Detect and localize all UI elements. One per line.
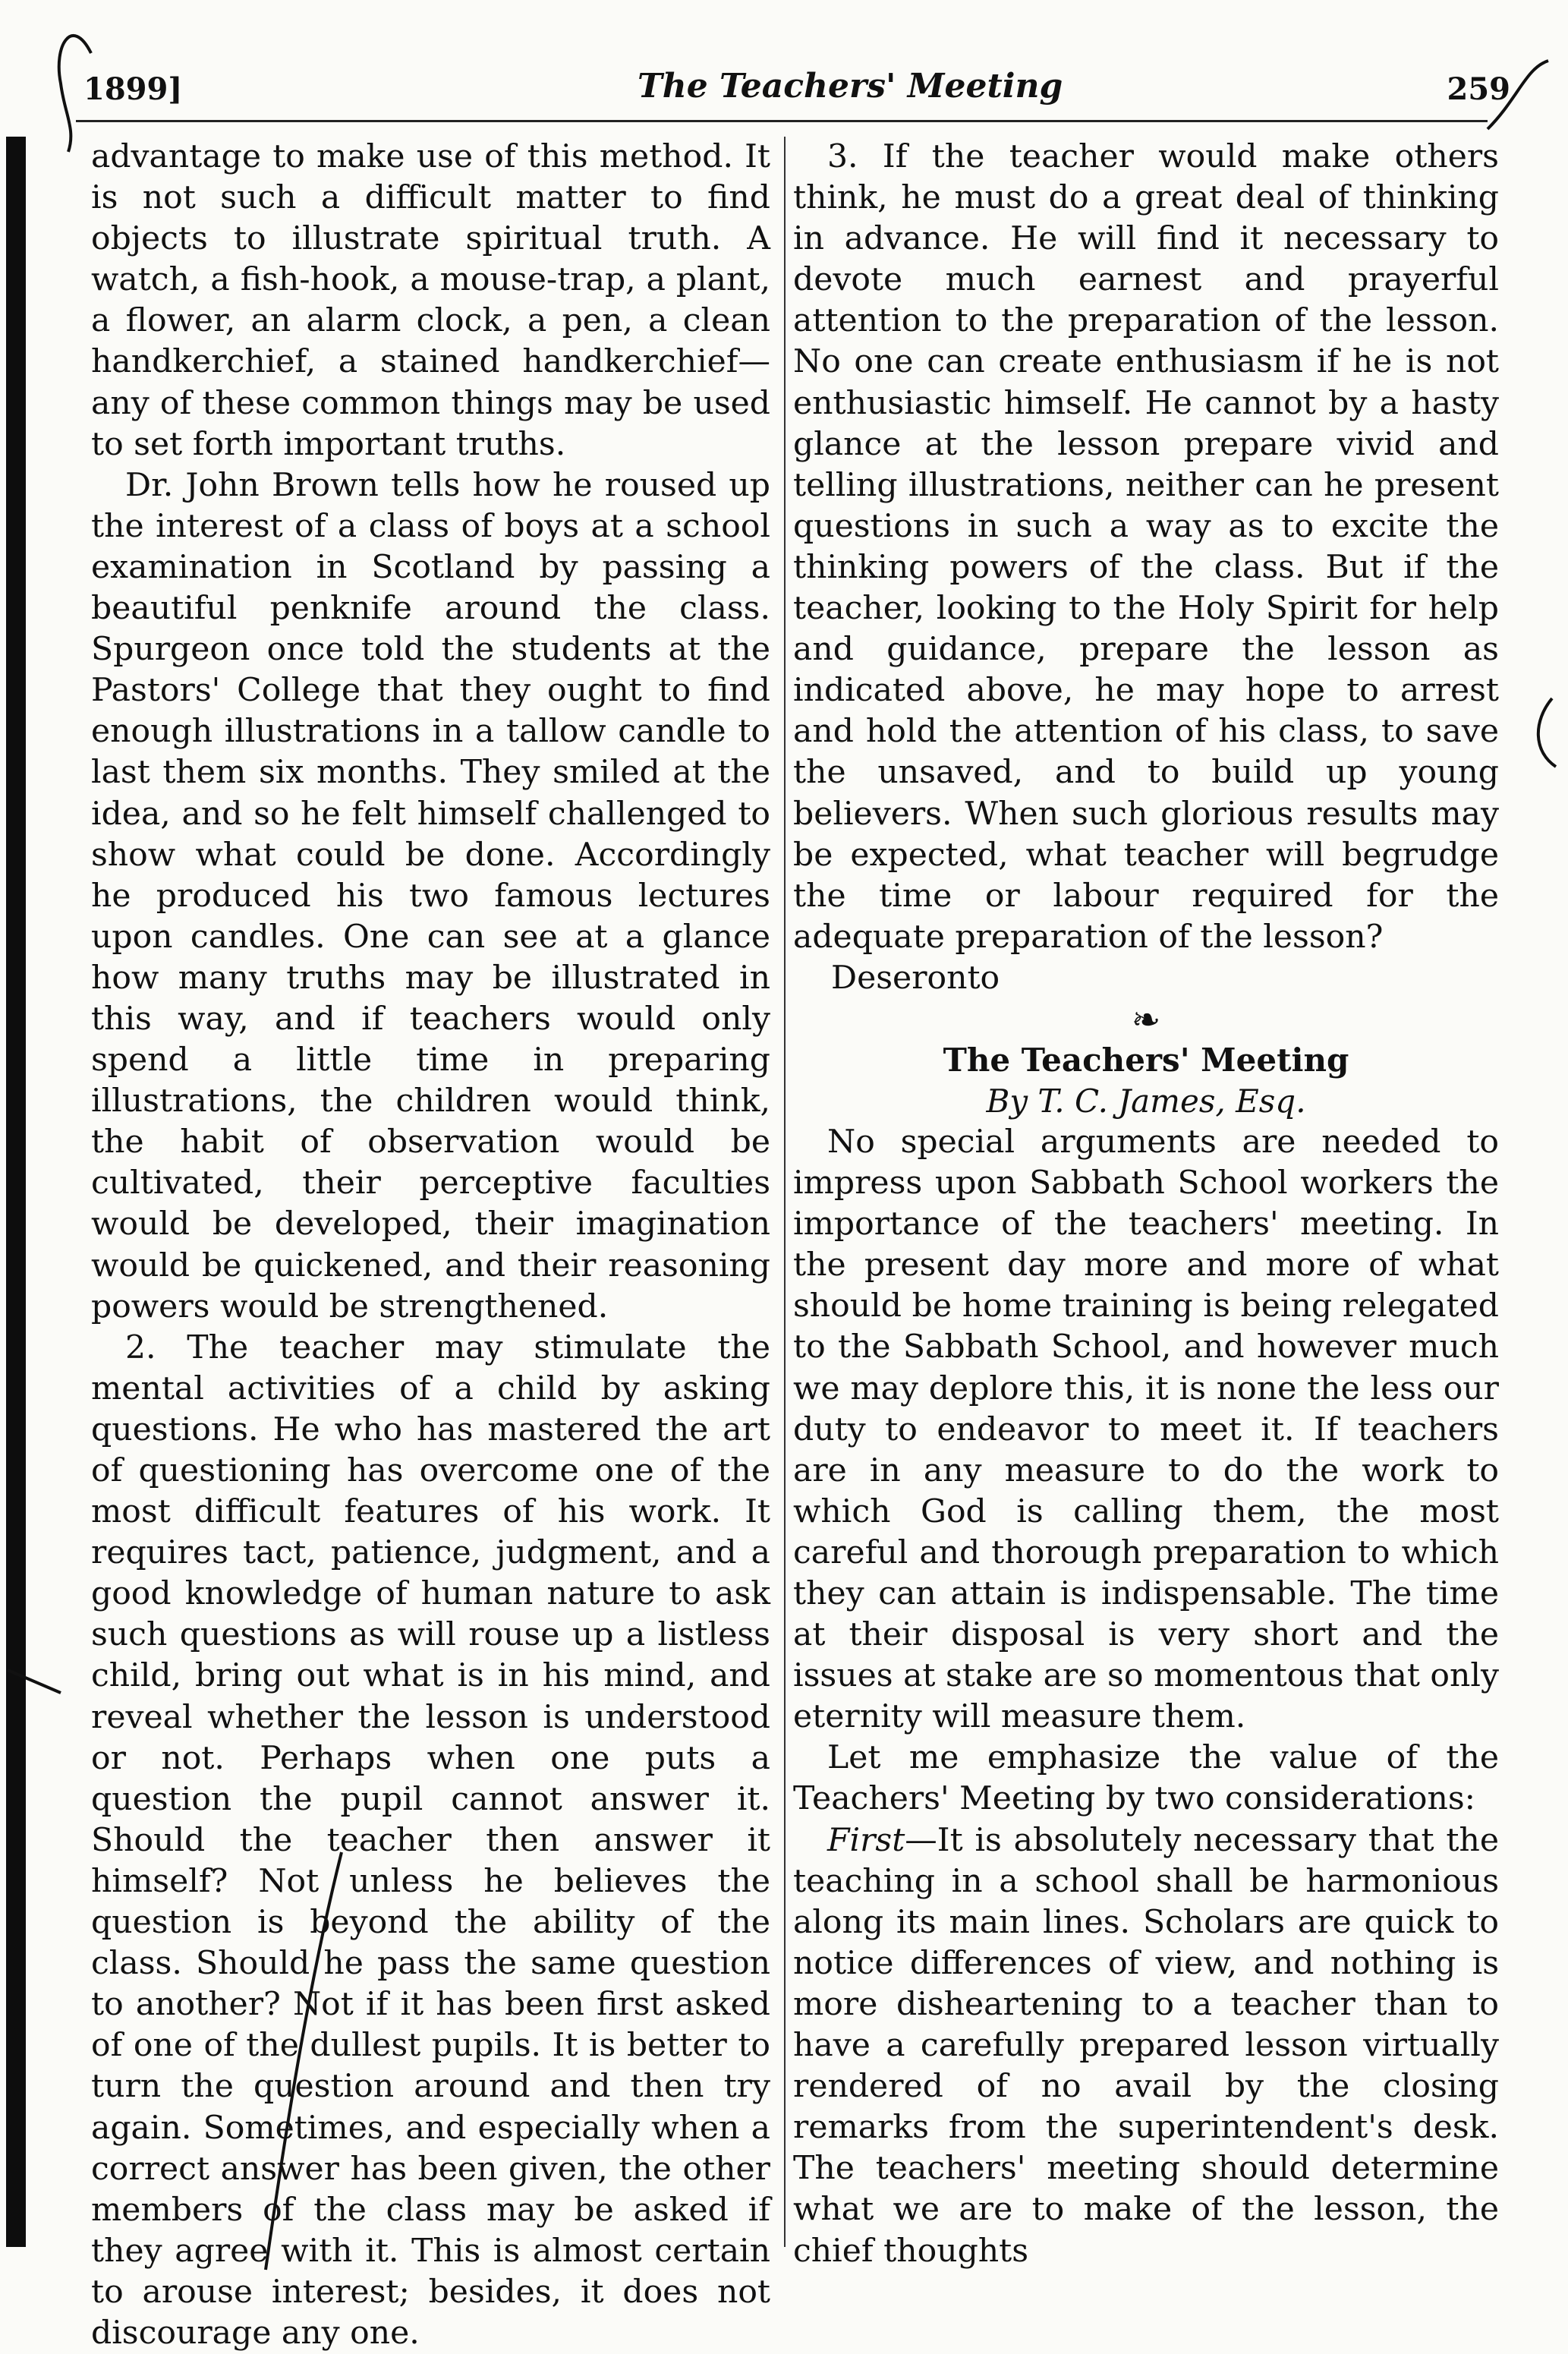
column-rule xyxy=(784,137,786,2247)
paragraph-first xyxy=(793,1820,1499,2272)
scan-binding-shadow xyxy=(6,137,26,2247)
margin-bracket-mark xyxy=(1538,698,1556,767)
page-number: 259 xyxy=(1447,71,1510,107)
header-title: The Teachers' Meeting xyxy=(638,67,1063,106)
running-header xyxy=(83,67,1510,120)
byline: By T. C. James, Esq. xyxy=(986,1082,1306,1120)
first-text: —It is absolutely necessary that the teaching in a school shall be harmonious along its main lines. Scholars are quick to notice differences of view, and nothing is more disheartening to a teacher than to have a carefully prepared lesson virtually rendered of no avail by the closing remarks from the superintendent's desk. The teachers' meeting should determine what we are to make of the lesson, the chief thoughts xyxy=(793,1821,1499,2270)
paragraph-preparation: 3. If the teacher would make others think, he must do a great deal of thinking in advance. He will find it necessary to devote much earnest and prayerful attention to the preparation of the lesson. No one can create enthusiasm if he is not enthusiastic himself. He cannot by a hasty glance at the lesson prepare vivid and telling illustrations, neither can he present questions in such a way as to excite the thinking powers of the class. But if the teacher, looking to the Holy Spirit for help and guidance, prepare the lesson as indicated above, he may hope to arrest and hold the attention of his class, to save the unsaved, and to build up young believers. When such glorious results may be expected, what teacher will begrudge the time or labour required for the adequate preparation of the lesson? xyxy=(793,138,1499,956)
header-rule xyxy=(76,120,1488,122)
ornament-icon: ❧ xyxy=(1131,998,1161,1040)
first-label: First xyxy=(827,1821,905,1859)
paragraph-importance: No special arguments are needed to impress upon Sabbath School workers the importance of the teachers' meeting. In the present day more and more of what should be home training is being relegated to the Sabbath School, and however much we may deplore this, it is none the less our duty to endeavor to meet it. If teachers are in any measure to do the work to which God is calling them, the most careful and thorough preparation to which they can attain is indispensable. The time at their disposal is very short and the issues at stake are so momentous that only eternity will measure them. xyxy=(793,1123,1499,1736)
right-column xyxy=(793,137,1499,2272)
section-title: The Teachers' Meeting xyxy=(943,1041,1349,1079)
paragraph-questioning: 2. The teacher may stimulate the mental activities of a child by asking questions. He who has mastered the art of questioning has overcome one of the most difficult features of his work. It requires tact, patience, judgment, and a good knowledge of human nature to ask such questions as will rouse up a listless child, bring out what is in his mind, and reveal whether the lesson is understood or not. Perhaps when one puts a question the pupil cannot answer it. Should the teacher then answer it himself? Not unless he believes the question is beyond the ability of the class. Should he pass the same question to another? Not if it has been first asked of one of the dullest pupils. It is better to turn the question around and then try again. Sometimes, and especially when a correct answer has been given, the other members of the class may be asked if they agree with it. This is almost certain to arouse interest; besides, it does not discourage any one. xyxy=(91,1328,770,2352)
paragraph-considerations: Let me emphasize the value of the Teachers' Meeting by two considerations: xyxy=(793,1739,1499,1818)
left-column xyxy=(91,137,770,2354)
header-year: 1899] xyxy=(83,71,183,107)
paragraph-spurgeon: Dr. John Brown tells how he roused up the interest of a class of boys at a school examination in Scotland by passing a beautiful penknife around the class. Spurgeon once told the students at the Pastors' College that they ought to find enough illustrations in a tallow candle to last them six months. They smiled at the idea, and so he felt himself challenged to show what could be done. Accordingly he produced his two famous lectures upon candles. One can see at a glance how many truths may be illustrated in this way, and if teachers would only spend a little time in preparing illustrations, the children would think, the habit of observation would be cultivated, their perceptive faculties would be developed, their imagination would be quickened, and their reasoning powers would be strengthened. xyxy=(91,466,770,1325)
paragraph-object-lessons: advantage to make use of this method. It is not such a difficult matter to find objects to illustrate spiritual truth. A watch, a fish-hook, a mouse-trap, a plant, a flower, an alarm clock, a pen, a clean handkerchief, a stained handkerchief—any of these common things may be used to set forth important truths. xyxy=(91,138,770,463)
signature-place: Deseronto xyxy=(831,959,1000,997)
